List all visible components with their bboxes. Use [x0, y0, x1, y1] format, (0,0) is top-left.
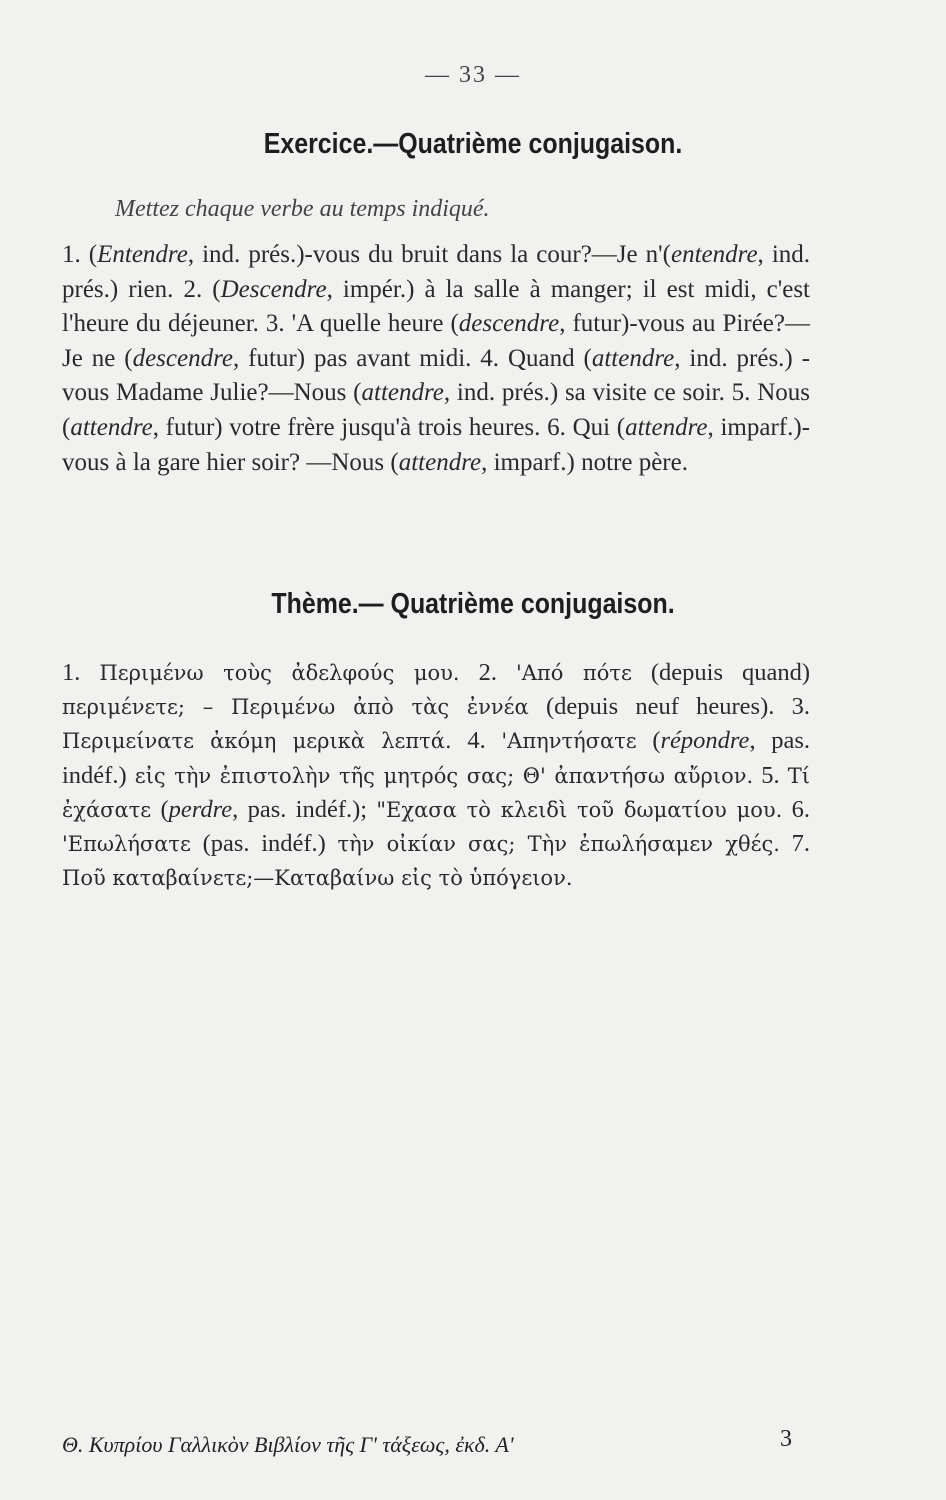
- theme-title: Thème.— Quatrième conjugaison.: [271, 588, 675, 620]
- exercise-text: 1. (Entendre, ind. prés.)-vous du bruit dans la cour?—Je n'(entendre, ind. prés.) rien. 2. (Descendre, impér.) à la salle à manger; il est midi, c'est l'heure du déjeuner. 3. 'A quelle heure (descendre, futur)-vous au Pirée?—Je ne (descendre, futur) pas avant midi. 4. Quand (attendre, ind. prés.) -vous Madame Julie?—Nous (attendre, ind. prés.) sa visite ce soir. 5. Nous (attendre, futur) votre frère jusqu'à trois heures. 6. Qui (attendre, imparf.)-vous à la gare hier soir? —Nous (attendre, imparf.) notre père.: [62, 241, 811, 476]
- theme-text: 1. Περιμένω τοὺς ἀδελφούς μου. 2. 'Από πότε (depuis quand) περιμένετε; – Περιμένω ἀπὸ τὰς ἐννέα (depuis neuf heures). 3. Περιμείνατε ἀκόμη μερικὰ λεπτά. 4. 'Απηντήσατε (répondre, pas. indéf.) εἰς τὴν ἐπιστολὴν τῆς μητρός σας; Θ' ἀπαντήσω αὔριον. 5. Τί ἐχάσατε (perdre, pas. indéf.); "Εχασα τὸ κλειδὶ τοῦ δωματίου μου. 6. 'Επωλήσατε (pas. indéf.) τὴν οἰκίαν σας; Τὴν ἐπωλήσαμεν χθές. 7. Ποῦ καταβαίνετε;—Καταβαίνω εἰς τὸ ὑπόγειον.: [62, 659, 811, 891]
- footer: [62, 1426, 792, 1458]
- footer-text: Θ. Κυπρίου Γαλλικὸν Βιβλίον τῆς Γ' τάξεως, ἐκδ. Α': [62, 1432, 514, 1457]
- exercise-instruction: Mettez chaque verbe au temps indiqué.: [115, 196, 490, 222]
- footer-number: 3: [780, 1426, 792, 1452]
- exercise-title: Exercice.—Quatrième conjugaison.: [263, 128, 683, 160]
- page-number: — 33 —: [425, 62, 521, 88]
